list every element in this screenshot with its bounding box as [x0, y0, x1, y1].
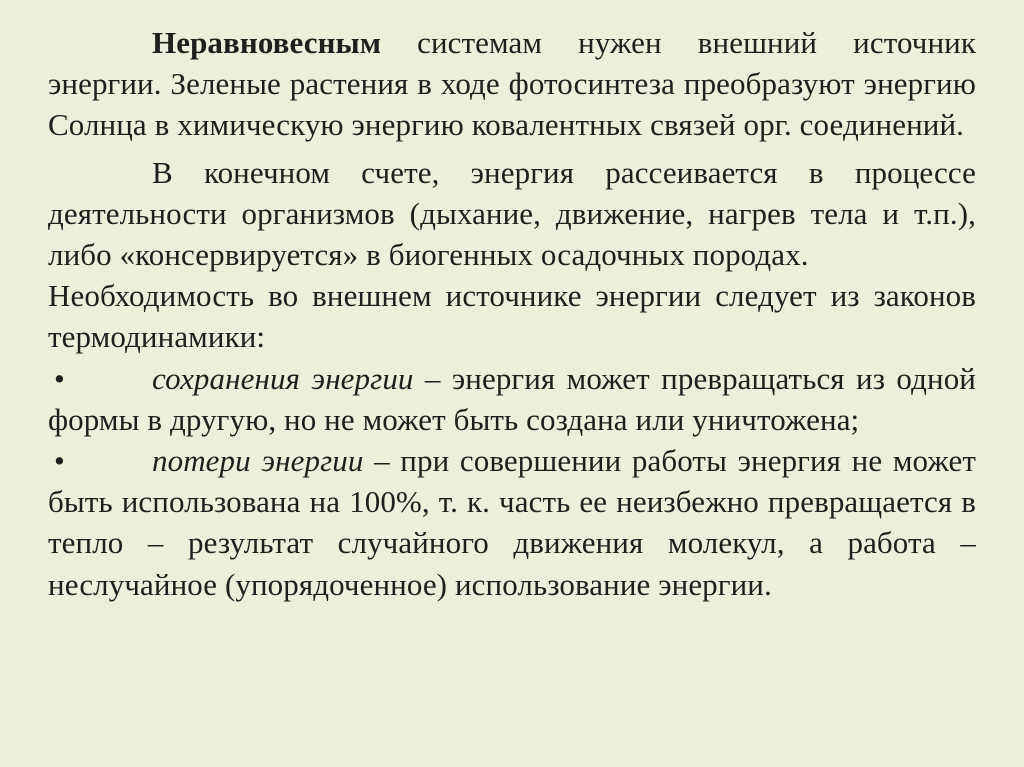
bullet-text [48, 440, 976, 605]
paragraph3-text: Необходимость во внешнем источнике энергии следует из законов термодинамики: [48, 278, 976, 355]
bullet-text [48, 358, 976, 440]
italic-term-conservation: сохранения энергии [152, 360, 414, 396]
paragraph-thermodynamics-laws [48, 275, 976, 357]
bullet2-text: – при совершении работы энергия не может быть использована на 100%, т. к. часть ее неизбежно превращается в тепло – результат случайного движения молекул, а работа – неслучайное (упорядоченное) использование энергии. [48, 443, 976, 602]
bullet-energy-loss: • потери энергии – при совершении работы энергия не может быть использована на 100%, т. к. часть ее неизбежно превращается в тепло – результат случайного движения молекул, а работа – неслучайное (упорядоченное) использование энергии. [48, 440, 976, 605]
paragraph-nonequilibrium-systems [48, 22, 976, 146]
bullet1-text: – энергия может превращаться из одной формы в другую, но не может быть создана или уничтожена; [48, 360, 976, 437]
bullet-energy-conservation: • сохранения энергии – энергия может превращаться из одной формы в другую, но не может быть создана или уничтожена; [48, 358, 976, 440]
italic-term-loss: потери энергии [152, 443, 364, 479]
paragraph-energy-dissipation [48, 152, 976, 276]
paragraph2-text: В конечном счете, энергия рассеивается в процессе деятельности организмов (дыхание, движение, нагрев тела и т.п.), либо «консервируется» в биогенных осадочных породах. [48, 154, 976, 273]
bold-term-nonequilibrium: Неравновесным [152, 25, 382, 60]
paragraph1-text: системам нужен внешний источник энергии. Зеленые растения в ходе фотосинтеза преобразуют энергию Солнца в химическую энергию ковалентных связей орг. соединений. [48, 25, 976, 143]
